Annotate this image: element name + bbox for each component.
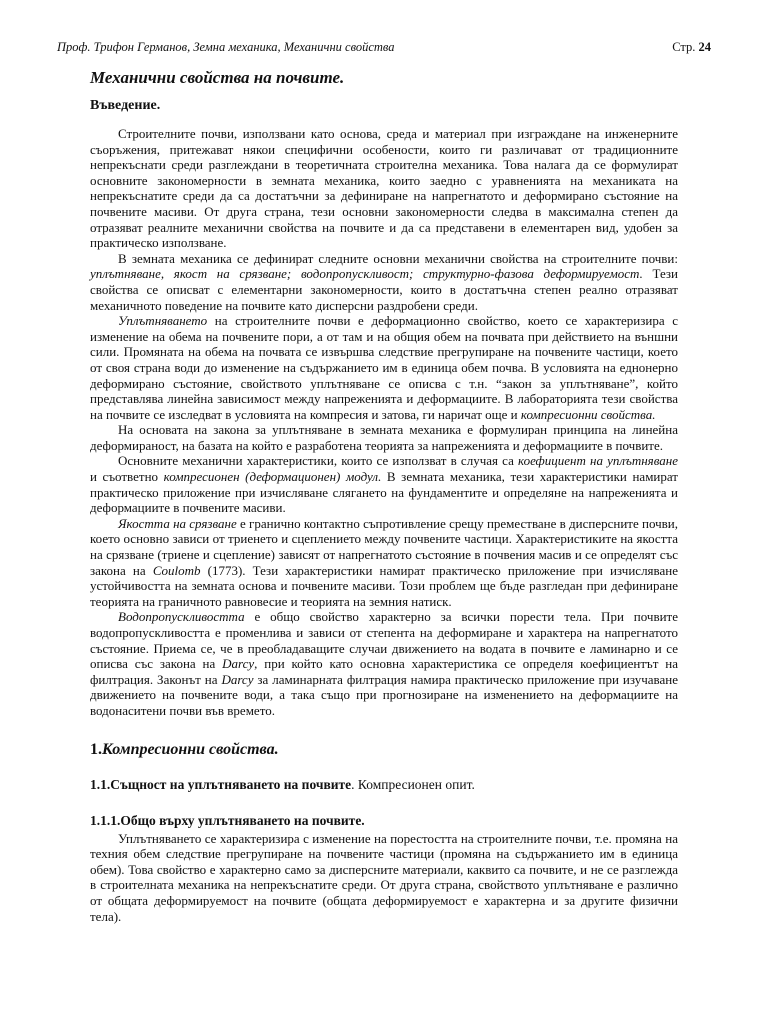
page-number: 24 [698,40,711,54]
header-page [672,40,711,55]
intro-paragraph-4: На основата на закона за уплътняване в земната механика е формулиран принципа на линейна деформираност, на базата на който е разработена теорията за напреженията и деформациите в почвите. [90,422,678,453]
intro-paragraph-5: Основните механични характеристики, които се използват в случая са коефициент на уплътняване и съответно компресионен (деформационен) модул. В земната механика, тези характеристики намират практическо приложение при изчисляване слягането на фундаментите и определяне на напреженията и деформациите в почвените масиви. [90,453,678,516]
term-compression-properties: компресионни свойства. [520,406,656,422]
term-compaction-coefficient: коефициент на уплътняване [518,453,678,469]
document-title: Механични свойства на почвите. [90,68,345,87]
properties-list: уплътняване, якост на срязване; водопропускливост; структурно-фазова деформируемост. [90,266,643,282]
header-title: Проф. Трифон Германов, Земна механика, Механични свойства [57,40,395,54]
term-permeability: Водопропускливостта [118,609,245,625]
term-compaction: Уплътняването [118,313,208,329]
subsection-1-1-1-heading: 1.1.1.Общо върху уплътняването на почвите. [90,812,365,828]
term-darcy: Darcy [222,656,255,672]
subsection-1-1-heading: 1.1.Същност на уплътняването на почвите. Компресионен опит. [90,776,475,792]
intro-paragraph-6: Якостта на срязване е гранично контактно съпротивление срещу преместване в дисперсните почви, което основно зависи от триенето и сцеплението между почвените частици. Характеристиките на якостта на срязване (триене и сцепление) зависят от напрегнатото състояние в почвения масив и се определят със закона на Coulomb (1773). Тези характеристики намират практическо приложение при изчисляване устойчивостта на земната основа и почвените масиви. Този проблем ще бъде разгледан при дефиниране теорията на граничното равновесие и теорията на земния натиск. [90,515,679,609]
term-shear-strength: Якостта на срязване [118,515,237,531]
term-coulomb: Coulomb [152,562,201,578]
intro-paragraph-7: Водопропускливостта е общо свойство характерно за всички порести тела. При почвите водопропускливостта е променлива и зависи от степента на деформиране и характера на напрегнатото състояние. Приема се, че в преобладаващите случаи движението на водата в почвите е ламинарно и се описва със закона на Darcy, при който като основна характеристика се определя коефициентът на филтрация. Законът на Darcy за ламинарната филтрация намира практическо приложение при изучаване движението на почвените води, а така също при прогнозиране на изменението на деформациите на водонаситени почви във времето. [90,609,678,718]
term-darcy-2: Darcy [221,671,254,687]
section-1-paragraph: Уплътняването се характеризира с изменение на порестостта на строителните почви, т.е. промяна на техния обем следствие прегрупиране на почвените частици (промяна на съдържанието им в единица обем). Това свойство е характерно само за дисперсните материали, каквито са почвите, и не се разглежда в строителната механика на непрекъснатите среди. От друга страна, свойството уплътняване е различно от общата деформируемост на почвите (общата деформируемост е характерна и за другите физични тела). [90,830,678,924]
page-header [57,40,711,56]
intro-paragraph-2: В земната механика се дефинират следните основни механични свойства на строителните почви: уплътняване, якост на срязване; водопропускливост; структурно-фазова деформируемост. Тези свойства се описват с елементарни закономерности, които в достатъчна степен реално отразяват механичното поведение на почвите като дисперсни раздробени среди. [90,250,678,313]
page-label: Стр. [672,40,696,54]
intro-heading: Въведение. [90,98,161,113]
page-content [90,68,678,924]
section-1-heading: 1.Компресионни свойства. [90,740,279,758]
intro-paragraph-3: Уплътняването на строителните почви е деформационно свойство, което се характеризира с изменение на обема на почвените пори, а от там и на общия обем на почвата при действието на външни сили. Промяната на обема на почвата се извършва следствие прегрупиране на почвените частици, което от своя страна води до изменение на съдържанието им в единица обем почва. В условията на еднонерно деформирано състояние, свойството уплътняване се описва с т.н. “закон за уплътняване”, който представлява линейна зависимост между напреженията и деформациите. В лабораторията тези свойства на почвите се изследват в условията на компресия и затова, ги наричат още и компресионни свойства. [90,313,678,422]
term-compression-modulus: компресионен (деформационен) модул. [163,469,382,485]
intro-paragraph-1: Строителните почви, използвани като основа, среда и материал при изграждане на инженерните съоръжения, притежават някои специфични особености, които ги различават от традиционните непрекъснати среди разглеждани в теоретичната строителна механика. Това налага да се формулират основните закономерности в земната механика, които заедно с уравненията на механиката на непрекъснатите среди да са достатъчни за дефиниране на напрегнатото и деформирано състояние на почвените масиви. От друга страна, тези основни закономерности следва в максимална степен да отразяват реалните механични свойства на почвите и да са представени в елементарен вид, удобен за практическо използване. [90,126,678,251]
